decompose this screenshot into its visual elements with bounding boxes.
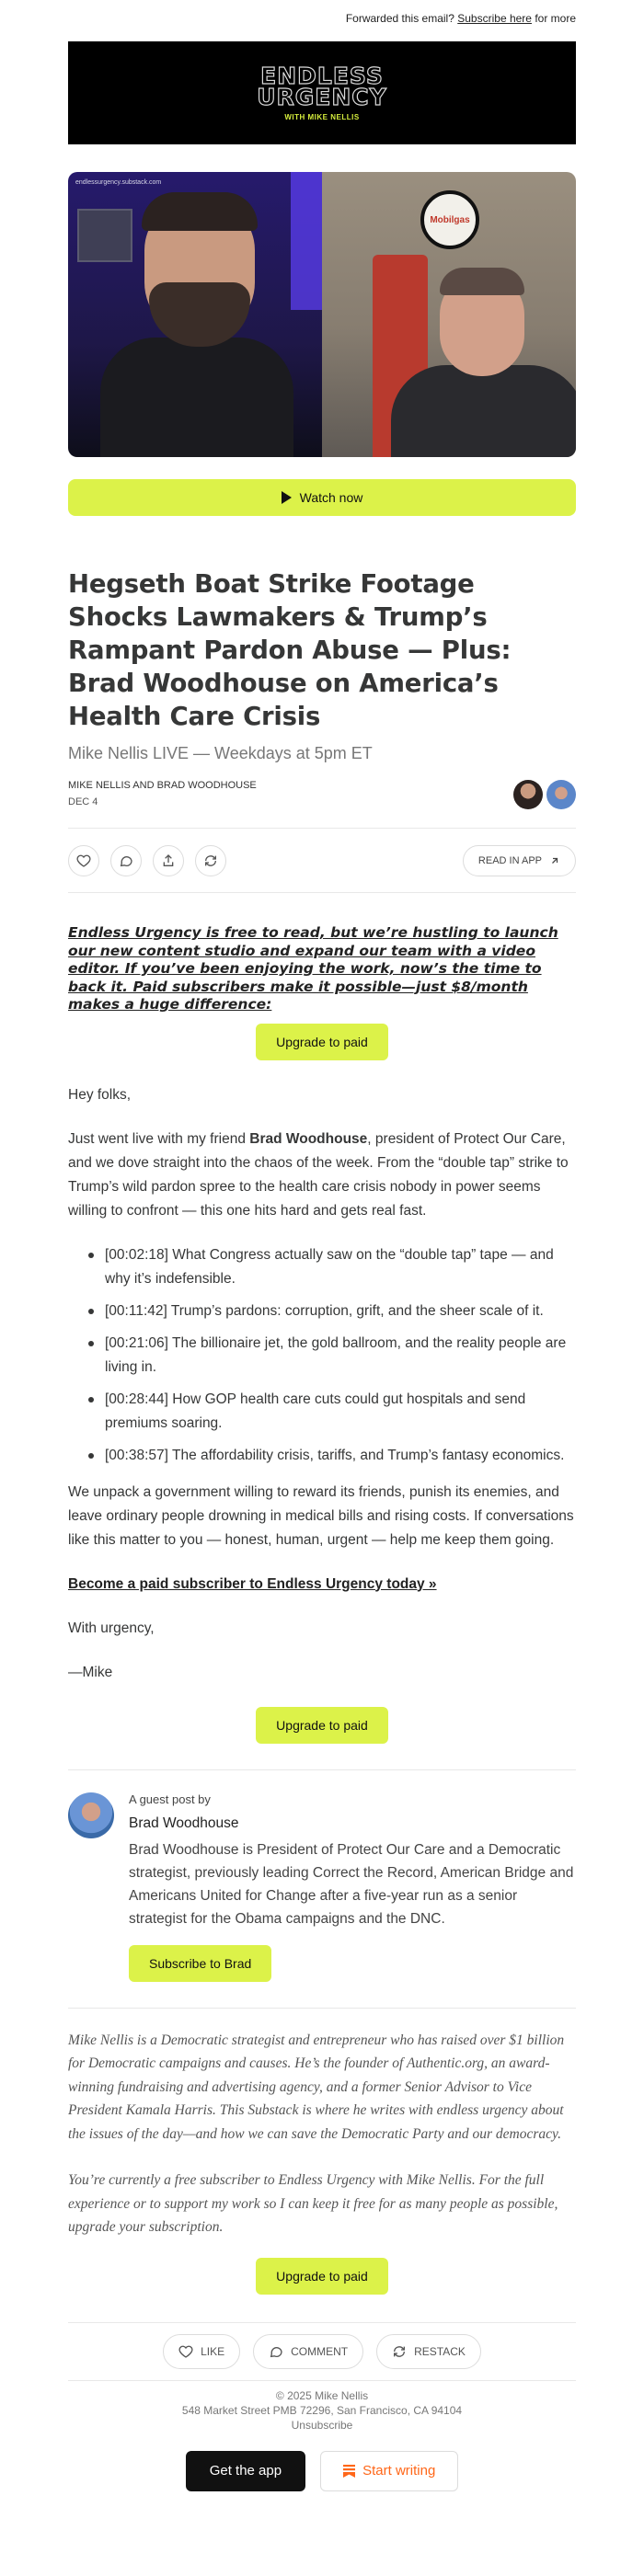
watch-now-button[interactable] bbox=[68, 479, 576, 516]
logo-line-1: ENDLESS bbox=[260, 62, 384, 89]
list-item-text: How GOP health care cuts could gut hospitals and send premiums soaring. bbox=[105, 1391, 526, 1431]
footer-like-button[interactable] bbox=[163, 2334, 240, 2369]
post-date: DEC 4 bbox=[68, 796, 98, 807]
sign-text: Mobilgas bbox=[430, 214, 470, 225]
video-thumbnail[interactable] bbox=[68, 172, 576, 457]
share-icon bbox=[161, 853, 176, 868]
background-shelf bbox=[77, 209, 132, 262]
footer-restack-button[interactable] bbox=[376, 2334, 481, 2369]
like-label: LIKE bbox=[201, 2344, 225, 2358]
post-actions-bar bbox=[68, 828, 576, 893]
email-container bbox=[68, 0, 576, 2491]
like-button[interactable] bbox=[68, 845, 99, 876]
divider bbox=[68, 2380, 576, 2381]
list-item bbox=[88, 1444, 576, 1468]
byline bbox=[68, 780, 576, 809]
upgrade-button[interactable]: Upgrade to paid bbox=[256, 1024, 388, 1060]
divider bbox=[68, 2322, 576, 2323]
paid-subscriber-link[interactable]: Become a paid subscriber to Endless Urgency today » bbox=[68, 1575, 437, 1592]
post-subtitle: Mike Nellis LIVE — Weekdays at 5pm ET bbox=[68, 744, 373, 762]
guest-author-card bbox=[68, 1770, 576, 1982]
comment-icon bbox=[269, 2344, 283, 2359]
mobilgas-sign bbox=[420, 190, 479, 249]
intro-text-b: , president of Protect Our Care, and we dove straight into the chaos of the week. From the “double tap” strike to Trump’s wild pardon spree to the health care crisis nobody in power seems willing to confront — this one hits hard and gets real fast. bbox=[68, 1130, 569, 1219]
comment-label: COMMENT bbox=[291, 2344, 349, 2358]
guest-bio: Brad Woodhouse is President of Protect Our Care and a Democratic strategist, previously leading Correct the Record, American Bridge and Americans United for Change after a five-year run as a senior strategist for the Obama campaigns and the DNC. bbox=[129, 1841, 574, 1927]
arrow-up-right-icon bbox=[549, 855, 560, 866]
host-hair bbox=[142, 192, 258, 231]
watch-now-label: Watch now bbox=[299, 490, 363, 505]
intro-guest-name: Brad Woodhouse bbox=[249, 1130, 368, 1147]
list-item bbox=[88, 1332, 576, 1380]
legal-footer bbox=[68, 2388, 576, 2433]
start-writing-button[interactable] bbox=[320, 2451, 458, 2491]
guest-name[interactable]: Brad Woodhouse bbox=[129, 1815, 239, 1831]
intro-text-a: Just went live with my friend bbox=[68, 1130, 250, 1147]
list-item-text: The affordability crisis, tariffs, and Trump’s fantasy economics. bbox=[167, 1447, 565, 1463]
post-authors[interactable]: MIKE NELLIS AND BRAD WOODHOUSE bbox=[68, 780, 257, 791]
forward-suffix: for more bbox=[535, 12, 576, 25]
upgrade-cta-3 bbox=[68, 2258, 576, 2295]
list-item-text: The billionaire jet, the gold ballroom, and the reality people are living in. bbox=[105, 1334, 567, 1375]
timestamp: [00:11:42] bbox=[105, 1302, 167, 1319]
publication-banner[interactable] bbox=[68, 41, 576, 144]
list-item-text: Trump’s pardons: corruption, grift, and the sheer scale of it. bbox=[167, 1302, 544, 1319]
purple-light bbox=[291, 172, 322, 310]
timestamp: [00:02:18] bbox=[105, 1246, 168, 1263]
comment-button[interactable] bbox=[110, 845, 142, 876]
guest-body bbox=[391, 365, 576, 457]
signoff: With urgency, bbox=[68, 1620, 155, 1636]
forward-text: Forwarded this email? bbox=[345, 12, 454, 25]
timestamp: [00:21:06] bbox=[105, 1334, 168, 1351]
restack-icon bbox=[203, 853, 218, 868]
upgrade-cta-1 bbox=[68, 1024, 576, 1060]
paid-link-paragraph bbox=[68, 1573, 576, 1597]
logo-subtitle: WITH MIKE NELLIS bbox=[284, 112, 360, 121]
start-writing-label: Start writing bbox=[362, 2463, 436, 2479]
list-item bbox=[88, 1299, 576, 1323]
post-title[interactable]: Hegseth Boat Strike Footage Shocks Lawmakers & Trump’s Rampant Pardon Abuse — Plus: Brad Woodhouse on America’s Health Care Crisis bbox=[68, 569, 512, 731]
divider bbox=[68, 2008, 576, 2009]
upgrade-button[interactable]: Upgrade to paid bbox=[256, 2258, 388, 2295]
heart-icon bbox=[178, 2344, 193, 2359]
guest-post-tag: A guest post by bbox=[129, 1792, 211, 1806]
avatar[interactable] bbox=[546, 780, 576, 809]
restack-icon bbox=[392, 2344, 407, 2359]
timestamp-list bbox=[68, 1243, 576, 1468]
guest-avatar[interactable] bbox=[68, 1792, 114, 1838]
get-the-app-button[interactable]: Get the app bbox=[186, 2451, 305, 2491]
greeting: Hey folks, bbox=[68, 1086, 132, 1103]
video-url-tag: endlessurgency.substack.com bbox=[75, 179, 162, 186]
subscribe-link[interactable]: Subscribe here bbox=[457, 12, 532, 25]
restack-button[interactable] bbox=[195, 845, 226, 876]
list-item bbox=[88, 1388, 576, 1436]
logo-line-2: URGENCY bbox=[257, 83, 387, 110]
video-right-pane bbox=[322, 172, 576, 457]
host-body bbox=[100, 338, 293, 457]
app-buttons bbox=[68, 2451, 576, 2491]
avatar[interactable] bbox=[513, 780, 543, 809]
timestamp: [00:38:57] bbox=[105, 1447, 168, 1463]
author-about: Mike Nellis is a Democratic strategist and entrepreneur who has raised over $1 billion for Democratic campaigns and causes. He’s the founder of Authentic.org, an award-winning fundraising and advertising agency, and a former Senior Advisor to Vice President Kamala Harris. This Substack is where he writes with endless urgency about the issues of the day—and how we can save the Democratic Party and our democracy. bbox=[68, 2032, 565, 2142]
share-button[interactable] bbox=[153, 845, 184, 876]
guest-hair bbox=[440, 268, 524, 295]
read-in-app-label: READ IN APP bbox=[477, 854, 542, 866]
second-paragraph: We unpack a government willing to reward its friends, punish its enemies, and leave ordinary people drowning in medical bills and rising costs. If conversations like this matter to you — honest, human, urgent — help me keep them going. bbox=[68, 1483, 574, 1548]
subscribe-to-brad-button[interactable]: Subscribe to Brad bbox=[129, 1945, 271, 1982]
heart-icon bbox=[76, 853, 91, 868]
upgrade-cta-2 bbox=[68, 1707, 576, 1744]
timestamp: [00:28:44] bbox=[105, 1391, 168, 1407]
copyright: © 2025 Mike Nellis bbox=[275, 2388, 369, 2402]
read-in-app-button[interactable] bbox=[463, 845, 576, 876]
comment-icon bbox=[119, 853, 133, 868]
post-body bbox=[68, 1083, 576, 1685]
free-subscriber-note: You’re currently a free subscriber to Endless Urgency with Mike Nellis. For the full experience or to support my work so I can keep it free for as many people as possible, upgrade your subscription. bbox=[68, 2172, 558, 2235]
upgrade-button[interactable]: Upgrade to paid bbox=[256, 1707, 388, 1744]
video-left-pane bbox=[68, 172, 322, 457]
promo-text[interactable]: Endless Urgency is free to read, but we’re hustling to launch our new content studio and expand our team with a video editor. If you’ve been enjoying the work, now’s the time to back it. Paid subscribers make it possible—just $8/month makes a huge difference: bbox=[68, 924, 558, 1013]
forward-bar bbox=[68, 0, 576, 41]
footer-actions bbox=[68, 2334, 576, 2369]
intro-paragraph bbox=[68, 1128, 576, 1223]
play-icon bbox=[282, 491, 292, 504]
list-item bbox=[88, 1243, 576, 1291]
author-avatars bbox=[513, 780, 576, 809]
unsubscribe-link[interactable]: Unsubscribe bbox=[291, 2418, 353, 2432]
substack-logo-icon bbox=[343, 2465, 355, 2478]
signature: —Mike bbox=[68, 1664, 113, 1680]
restack-label: RESTACK bbox=[414, 2344, 466, 2358]
list-item-text: What Congress actually saw on the “double tap” tape — and why it’s indefensible. bbox=[105, 1246, 554, 1287]
mailing-address: 548 Market Street PMB 72296, San Francisco, CA 94104 bbox=[181, 2403, 463, 2417]
footer-comment-button[interactable] bbox=[253, 2334, 363, 2369]
